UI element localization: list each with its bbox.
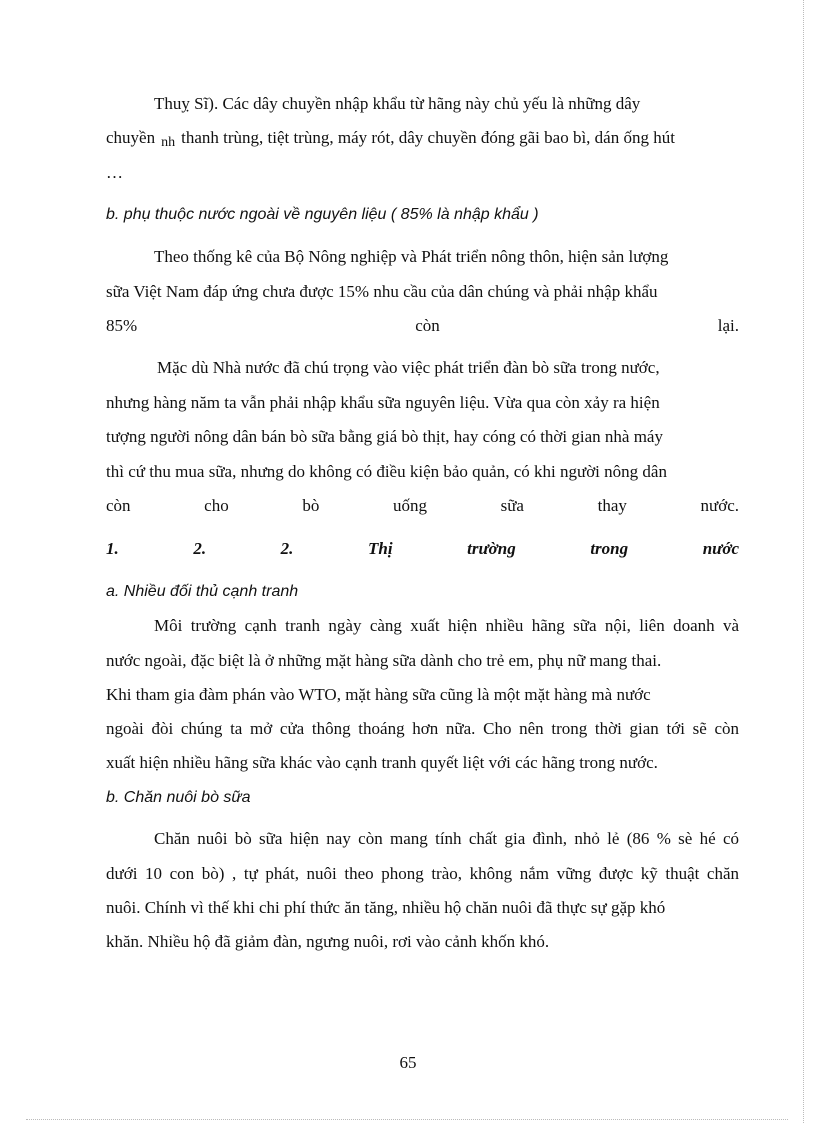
heading-word: trường [467,539,516,558]
paragraph-line [154,827,739,851]
text: sữa Việt Nam đáp ứng chưa được 15% nhu cầu của dân chúng và phải nhập khẩu [106,282,658,301]
paragraph-line [106,425,739,449]
page-number: 65 [399,1053,417,1072]
word: cho [204,496,229,515]
paragraph-line [106,649,739,673]
subsection-heading [106,580,739,604]
text: nhưng hàng năm ta vẫn phải nhập khẩu sữa nguyên liệu. Vừa qua còn xảy ra hiện [106,393,660,412]
text: nước ngoài, đặc biệt là ở những mặt hàng sữa dành cho trẻ em, phụ nữ mang thai. [106,651,662,670]
page-border-bottom [26,1119,788,1120]
word: bò [302,496,320,515]
text: nuôi. Chính vì thế khi chi phí thức ăn tăng, nhiều hộ chăn nuôi đã thực sự gặp khó [106,898,666,917]
text: dưới 10 con bò) , tự phát, nuôi theo phong trào, không nắm vững được kỹ thuật chăn [106,864,740,883]
paragraph-line-justified [106,314,739,338]
heading-number: 1. [106,539,119,558]
heading-word: trong [590,539,629,558]
paragraph-line [106,683,739,707]
paragraph-line [106,862,739,886]
text: Mặc dù Nhà nước đã chú trọng vào việc phát triển đàn bò sữa trong nước, [157,358,660,377]
heading-text: b. phụ thuộc nước ngoài về nguyên liệu ( 85% là nhập khẩu ) [106,206,539,223]
paragraph-line [106,717,739,741]
ellipsis: … [106,163,123,182]
paragraph-line [106,460,739,484]
text: Thuỵ Sĩ). Các dây chuyền nhập khẩu từ hãng này chủ yếu là những dây [154,94,641,113]
paragraph-line [154,92,739,116]
paragraph-line [106,126,739,152]
word: uống [392,496,427,515]
paragraph-line [106,391,739,415]
text: ngoài đòi chúng ta mở cửa thông thoáng hơn nữa. Cho nên trong thời gian tới sẽ còn [106,719,739,738]
word: còn [415,316,440,335]
text: Theo thống kê của Bộ Nông nghiệp và Phát triển nông thôn, hiện sản lượng [154,247,669,266]
page-border-right [803,0,804,1123]
text: Khi tham gia đàm phán vào WTO, mặt hàng sữa cũng là một mặt hàng mà nước [106,685,651,704]
heading-number: 2. [280,539,294,558]
text: xuất hiện nhiều hãng sữa khác vào cạnh tranh quyết liệt với các hãng trong nước. [106,753,658,772]
word: sữa [500,496,524,515]
text: Chăn nuôi bò sữa hiện nay còn mang tính chất gia đình, nhỏ lẻ (86 % sè hé có [154,829,740,848]
paragraph-line [154,245,739,269]
word: lại. [717,316,739,335]
heading-word: Thị [367,539,393,558]
subsection-heading [106,786,739,810]
section-heading-numbered [106,537,739,561]
text: khăn. Nhiều hộ đã giảm đàn, ngưng nuôi, rơi vào cảnh khốn khó. [106,932,550,951]
heading-number: 2. [193,539,207,558]
paragraph-line [106,161,739,185]
paragraph-line-justified [106,494,739,518]
word: thay [597,496,627,515]
heading-text: b. Chăn nuôi bò sữa [106,789,251,806]
word: 85% [106,316,138,335]
text: thì cứ thu mua sữa, nhưng do không có điều kiện bảo quản, có khi người nông dân [106,462,667,481]
heading-text: a. Nhiều đối thủ cạnh tranh [106,583,299,600]
text: thanh trùng, tiệt trùng, máy rót, dây chuyền đóng gãi bao bì, dán ống hút [181,128,675,147]
paragraph-line [154,614,739,638]
paragraph-line [106,751,739,775]
text: nh [161,135,176,150]
text: tượng người nông dân bán bò sữa bằng giá bò thịt, hay cóng có thời gian nhà máy [106,427,663,446]
paragraph-line [106,280,739,304]
text: Môi trường cạnh tranh ngày càng xuất hiện nhiều hãng sữa nội, liên doanh và [154,616,740,635]
text: chuyền [106,128,156,147]
paragraph-line [106,896,739,920]
paragraph-line [106,930,739,954]
section-heading [106,203,739,227]
word: nước. [700,496,739,515]
word: còn [106,496,131,515]
heading-word: nước [702,539,739,558]
paragraph-line [157,356,742,380]
